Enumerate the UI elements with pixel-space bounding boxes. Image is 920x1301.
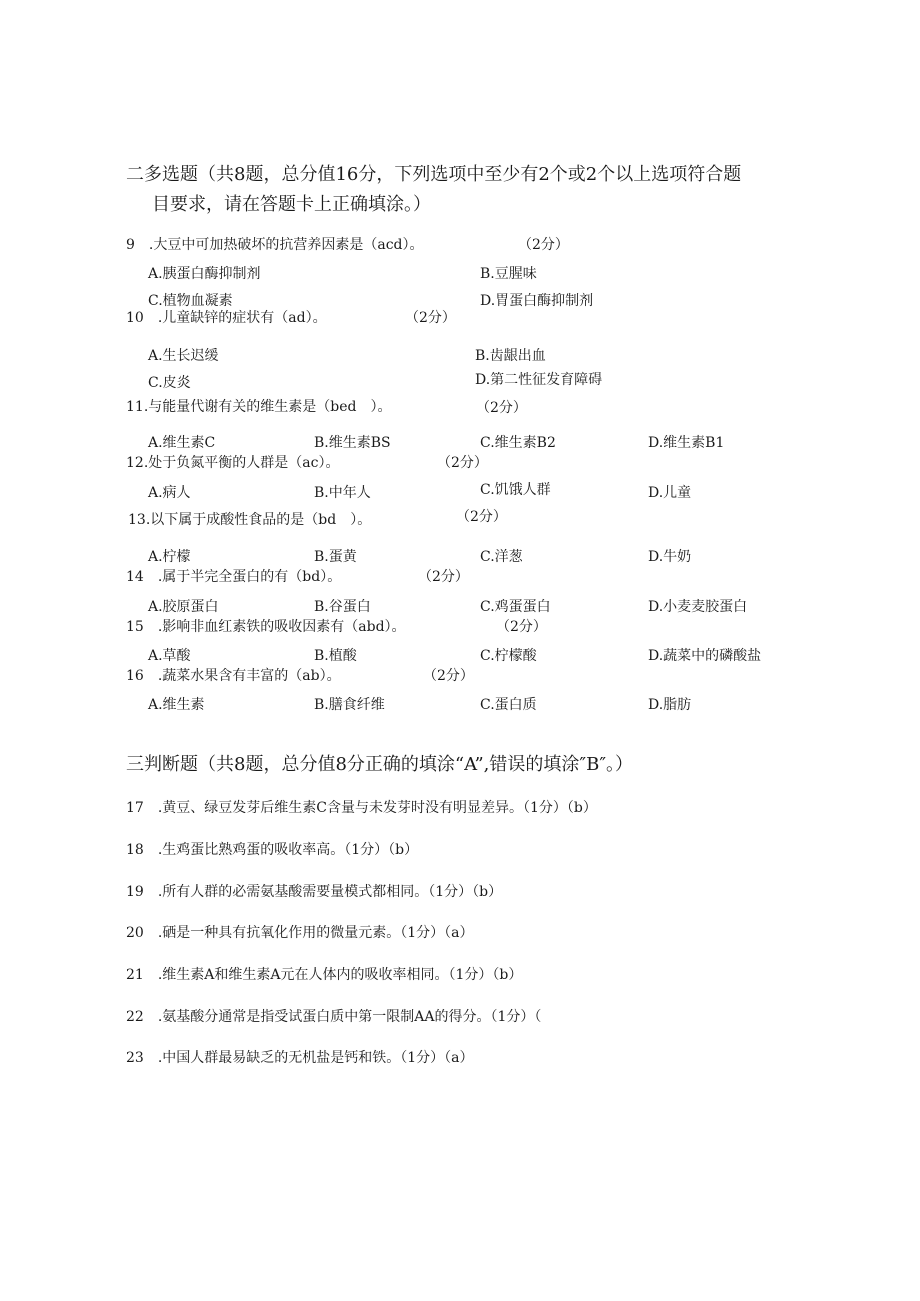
question-score: （2分） bbox=[423, 668, 474, 684]
option-c: C.鸡蛋蛋白 bbox=[480, 599, 551, 615]
option-c: C.皮炎 bbox=[148, 375, 191, 391]
option-c: C.柠檬酸 bbox=[480, 648, 537, 664]
option-a: A.维生素C bbox=[148, 435, 216, 451]
question-score: （2分） bbox=[476, 400, 527, 416]
option-b: B.蛋黄 bbox=[314, 549, 357, 565]
judgment-item: 21 .维生素A和维生素A元在人体内的吸收率相同。（1分）（b） bbox=[126, 967, 523, 983]
question-score: （2分） bbox=[405, 310, 456, 326]
judgment-item: 18 .生鸡蛋比熟鸡蛋的吸收率高。（1分）（b） bbox=[126, 842, 419, 858]
question-score: （2分） bbox=[456, 509, 507, 525]
judgment-item: 20 .硒是一种具有抗氧化作用的微量元素。（1分）（a） bbox=[126, 925, 474, 941]
option-b: B.谷蛋白 bbox=[314, 599, 371, 615]
question-stem: 11.与能量代谢有关的维生素是（bed ）。 bbox=[126, 399, 392, 415]
judgment-item: 22 .氨基酸分通常是指受试蛋白质中第一限制AA的得分。（1分）（ bbox=[126, 1009, 542, 1025]
option-a: A.胰蛋白酶抑制剂 bbox=[148, 266, 261, 282]
option-b: B.中年人 bbox=[314, 485, 371, 501]
option-c: C.饥饿人群 bbox=[480, 482, 551, 498]
question-score: （2分） bbox=[496, 619, 547, 635]
judgment-item: 19 .所有人群的必需氨基酸需要量模式都相同。（1分）（b） bbox=[126, 884, 503, 900]
question-score: （2分） bbox=[518, 237, 569, 253]
question-stem: 10 .儿童缺锌的症状有（ad）。 bbox=[126, 310, 327, 326]
option-a: A.生长迟缓 bbox=[148, 348, 219, 364]
option-b: B.豆腥味 bbox=[480, 266, 537, 282]
option-a: A.胶原蛋白 bbox=[148, 599, 219, 615]
section2-title-line1: 二多选题（共8题，总分值16分，下列选项中至少有2个或2个以上选项符合题 bbox=[126, 164, 742, 185]
option-b: B.膳食纤维 bbox=[314, 697, 385, 713]
option-a: A.草酸 bbox=[148, 648, 191, 664]
option-c: C.维生素B2 bbox=[480, 435, 556, 451]
question-stem: 13.以下属于成酸性食品的是（bd ）。 bbox=[128, 512, 372, 528]
question-stem: 14 .属于半完全蛋白的有（bd）。 bbox=[126, 569, 342, 585]
option-a: A.病人 bbox=[148, 485, 191, 501]
option-d: D.脂肪 bbox=[648, 697, 692, 713]
option-b: B.维生素BS bbox=[314, 435, 391, 451]
option-c: C.洋葱 bbox=[480, 549, 523, 565]
option-d: D.小麦麦胶蛋白 bbox=[648, 599, 748, 615]
option-d: D.蔬菜中的磷酸盐 bbox=[648, 648, 762, 664]
question-stem: 15 .影响非血红素铁的吸收因素有（abd）。 bbox=[126, 619, 406, 635]
option-c: C.植物血凝素 bbox=[148, 293, 233, 309]
question-score: （2分） bbox=[418, 569, 469, 585]
question-stem: 9 .大豆中可加热破坏的抗营养因素是（acd）。 bbox=[126, 237, 424, 253]
option-a: A.维生素 bbox=[148, 697, 205, 713]
judgment-item: 23 .中国人群最易缺乏的无机盐是钙和铁。（1分）（a） bbox=[126, 1050, 474, 1066]
option-d: D.胃蛋白酶抑制剂 bbox=[480, 293, 594, 309]
option-b: B.齿龈出血 bbox=[475, 348, 546, 364]
option-c: C.蛋白质 bbox=[480, 697, 537, 713]
section2-title-line2: 目要求，请在答题卡上正确填涂。） bbox=[152, 194, 431, 215]
option-d: D.维生素B1 bbox=[648, 435, 725, 451]
option-a: A.柠檬 bbox=[148, 549, 191, 565]
option-b: B.植酸 bbox=[314, 648, 357, 664]
option-d: D.儿童 bbox=[648, 485, 692, 501]
judgment-item: 17 .黄豆、绿豆发芽后维生素C含量与未发芽时没有明显差异。（1分）（b） bbox=[126, 800, 597, 816]
question-stem: 12.处于负氮平衡的人群是（ac）。 bbox=[126, 455, 340, 471]
section3-title: 三判断题（共8题，总分值8分正确的填涂“A”,错误的填涂″B″。） bbox=[126, 754, 634, 775]
question-stem: 16 .蔬菜水果含有丰富的（ab）。 bbox=[126, 668, 341, 684]
option-d: D.牛奶 bbox=[648, 549, 692, 565]
question-score: （2分） bbox=[437, 455, 488, 471]
option-d: D.第二性征发育障碍 bbox=[475, 372, 603, 388]
